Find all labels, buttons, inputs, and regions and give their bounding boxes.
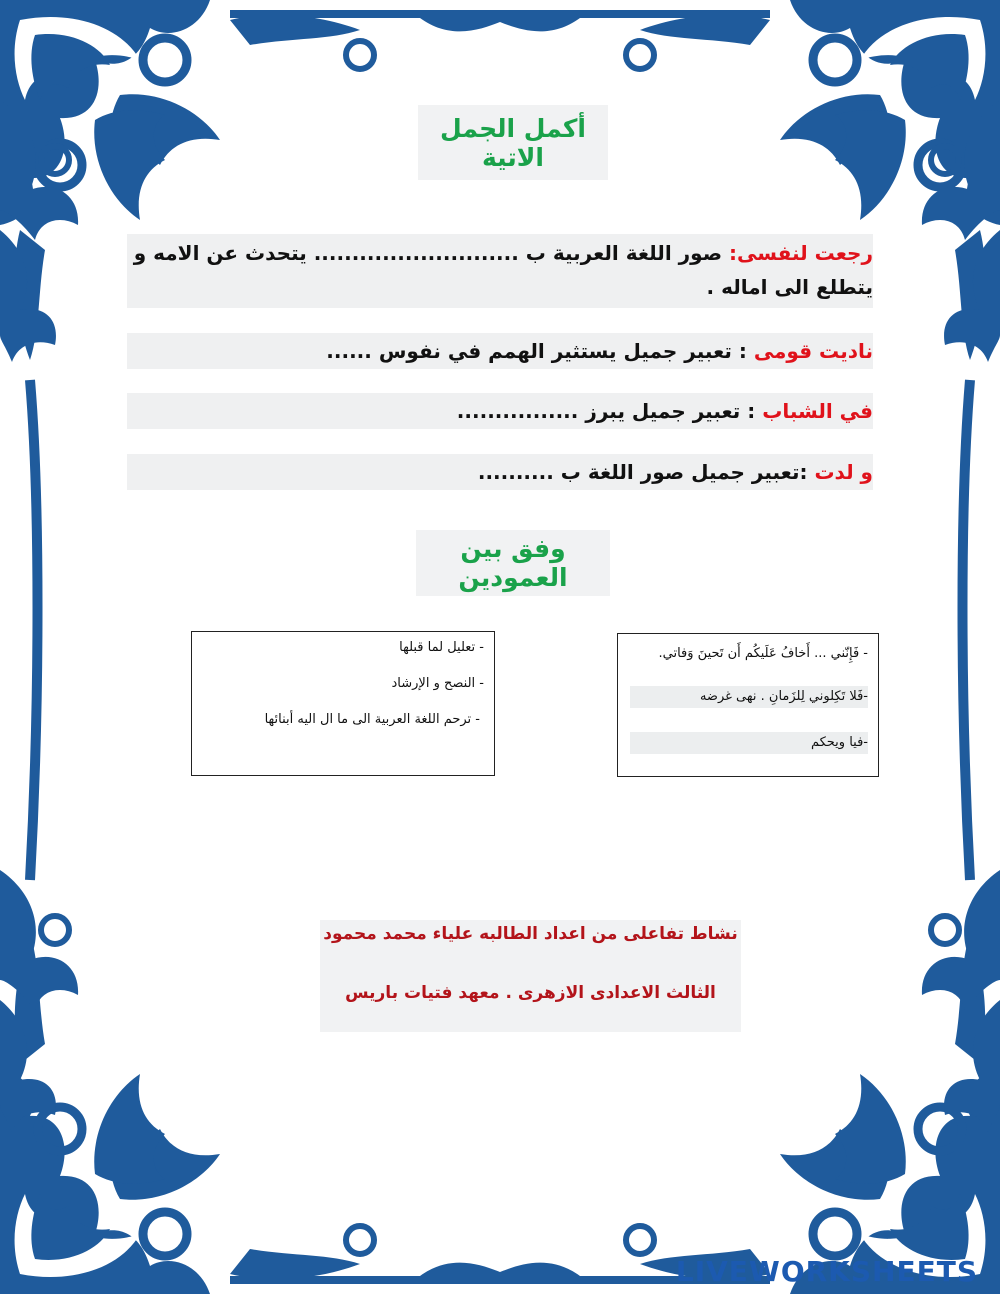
heading-complete-sentences [418,105,608,180]
sentence-3 [127,393,873,429]
left-column-box [191,631,495,776]
sentence-4-rest: :تعبير جميل صور اللغة ب .......... [477,460,815,484]
right-item-3[interactable]: -فيا ويحكم [630,732,868,754]
heading-match-text: وفق بين العمودين [458,534,568,592]
sentence-4-lead: و لدت [814,460,873,484]
sentence-1 [127,234,873,308]
sentence-1-rest: صور اللغة العربية ب ........................... يتحدث عن الامه و يتطلع الى اماله . [133,241,873,299]
right-column-box [617,633,879,777]
sentence-1-lead: رجعت لنفسى: [728,241,873,265]
right-item-2[interactable]: -فَلا تَكِلوني لِلزَمانِ . نهى غرضه [630,686,868,708]
sentence-4 [127,454,873,490]
sentence-2-rest: : تعبير جميل يستثير الهمم في نفوس ...... [326,339,754,363]
watermark-text: LIVEWORKSHEETS [675,1255,978,1288]
footer-line-1: نشاط تفاعلى من اعداد الطالبه علياء محمد محمود [323,924,738,944]
footer-line-2: الثالث الاعدادى الازهرى . معهد فتيات باريس [345,983,716,1003]
heading-match-columns [416,530,610,596]
left-item-1[interactable]: - تعليل لما قبلها [399,640,484,655]
right-item-1[interactable]: - فَإِنّني ... أَخافُ عَلَيكُم أَن تَحينَ وَفاتي. [658,646,868,661]
sentence-3-rest: : تعبير جميل يبرز ................ [456,399,763,423]
left-item-2[interactable]: - النصح و الإرشاد [391,676,484,691]
liveworksheets-logo [676,1255,978,1288]
sentence-3-lead: في الشباب [762,399,873,423]
sentence-2 [127,333,873,369]
left-item-3[interactable]: - ترحم اللغة العربية الى ما ال اليه أبنائها [264,712,480,727]
sentence-2-lead: ناديت قومى [753,339,873,363]
heading-complete-text: أكمل الجمل الاتية [440,113,586,172]
